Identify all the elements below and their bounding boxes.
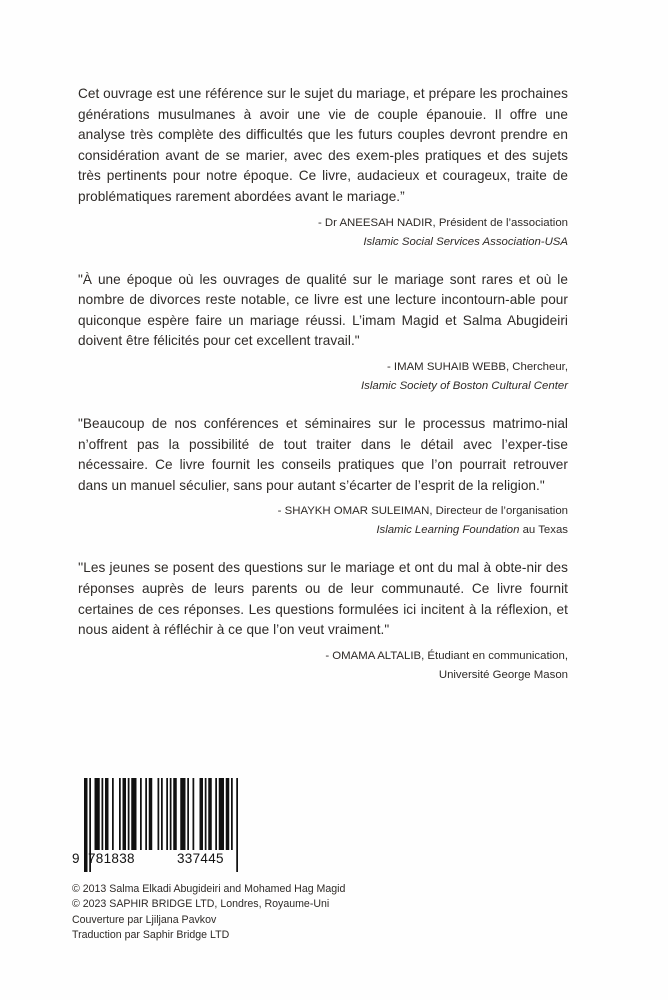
barcode-bar bbox=[123, 778, 127, 850]
organization-suffix: au Texas bbox=[519, 524, 568, 537]
isbn-digits-left: 781838 bbox=[88, 851, 135, 866]
barcode-bar bbox=[236, 778, 238, 872]
endorsement-3 bbox=[78, 414, 568, 540]
endorsements bbox=[78, 84, 568, 703]
barcode-bar bbox=[200, 778, 204, 850]
barcode-bar bbox=[119, 778, 121, 850]
barcode-bar bbox=[208, 778, 212, 850]
organization-name: Islamic Learning Foundation bbox=[376, 524, 520, 537]
barcode-bar bbox=[112, 778, 114, 850]
author-organization bbox=[78, 521, 568, 540]
cover-credit: Couverture par Ljiljana Pavkov bbox=[72, 913, 217, 926]
isbn-digits-right: 337445 bbox=[177, 851, 224, 866]
barcode-bar bbox=[158, 778, 160, 850]
barcode-bar bbox=[187, 778, 189, 850]
quote-text: "Beaucoup de nos conférences et séminaires sur le processus matrimo-nial n’offrent pas la possibilité de tout traiter dans le détail avec l’exper-tise nécessaire. Ce livre fournit les conseils pratiques que l’on pourrait retrouver dans un manuel séculier, sans pour autant s’écarter de l’esprit de la religion." bbox=[78, 415, 568, 493]
barcode-bar bbox=[219, 778, 224, 850]
isbn-digit-first: 9 bbox=[72, 851, 80, 866]
quote-attribution bbox=[78, 358, 568, 396]
barcode-bar bbox=[84, 778, 88, 872]
endorsement-2 bbox=[78, 270, 568, 396]
barcode-bar bbox=[166, 778, 168, 850]
translation-credit: Traduction par Saphir Bridge LTD bbox=[72, 928, 230, 941]
barcode-bar bbox=[215, 778, 217, 850]
quote-attribution bbox=[78, 502, 568, 540]
barcode-bar bbox=[149, 778, 153, 850]
author-name: - IMAM SUHAIB WEBB, Chercheur, bbox=[386, 360, 568, 373]
barcode-bar bbox=[173, 778, 177, 850]
barcode-bar bbox=[140, 778, 142, 850]
author-organization bbox=[78, 377, 568, 396]
endorsement-1 bbox=[78, 84, 568, 252]
author-name: - OMAMA ALTALIB, Étudiant en communication, bbox=[325, 649, 568, 662]
barcode-bar bbox=[161, 778, 163, 850]
quote-text: Cet ouvrage est une référence sur le sujet du mariage, et prépare les prochaines générations musulmanes à avoir une vie de couple épanouie. Il offre une analyse très complète des difficultés que les futurs couples devront prendre en considération avant de se marier, avec des exem-ples pratiques et des sujets très pertinents pour notre époque. Ce livre, audacieux et courageux, traite de problématiques rarement abordées avant le mariage.” bbox=[78, 86, 568, 204]
author-name: - SHAYKH OMAR SULEIMAN, Directeur de l’organisation bbox=[277, 505, 568, 518]
quote-text: ''Les jeunes se posent des questions sur le mariage et ont du mal à obte-nir des réponses auprès de leurs parents ou de leur communauté. Ce livre fournit certaines de ces réponses. Les questions formulées ici incitent à la réflexion, et nous aident à réfléchir à ce que l’on veut vraiment." bbox=[78, 560, 568, 638]
quote-attribution bbox=[78, 214, 568, 252]
barcode-bar bbox=[231, 778, 233, 850]
quote-text: "À une époque où les ouvrages de qualité sur le mariage sont rares et où le nombre de divorces reste notable, ce livre est une lecture incontourn-able pour quiconque espère faire un mariage réussi. L’imam Magid et Salma Abugideiri doivent être félicités pour cet excellent travail." bbox=[78, 271, 568, 349]
copyright-line: © 2023 SAPHIR BRIDGE LTD, Londres, Royaume-Uni bbox=[72, 898, 330, 911]
barcode-bar bbox=[131, 778, 136, 850]
copyright-block bbox=[72, 882, 345, 943]
quote-attribution bbox=[78, 647, 568, 685]
barcode-bar bbox=[193, 778, 195, 850]
organization-suffix: Université George Mason bbox=[438, 668, 568, 681]
author-organization bbox=[78, 666, 568, 685]
copyright-line: © 2013 Salma Elkadi Abugideiri and Mohamed Hag Magid bbox=[72, 883, 346, 895]
barcode-bar bbox=[105, 778, 109, 850]
organization-name: Islamic Social Services Association-USA bbox=[363, 235, 568, 248]
endorsement-4 bbox=[78, 558, 568, 684]
barcode-bar bbox=[180, 778, 185, 850]
barcode-bar bbox=[170, 778, 172, 850]
barcode-bar bbox=[102, 778, 104, 850]
barcode-bar bbox=[226, 778, 230, 850]
author-organization bbox=[78, 233, 568, 252]
barcode-bar bbox=[145, 778, 147, 850]
barcode-bar bbox=[205, 778, 207, 850]
author-name: - Dr ANEESAH NADIR, Président de l’association bbox=[317, 216, 568, 229]
barcode-bar bbox=[128, 778, 130, 850]
organization-name: Islamic Society of Boston Cultural Center bbox=[360, 379, 568, 392]
barcode-bar bbox=[95, 778, 100, 850]
